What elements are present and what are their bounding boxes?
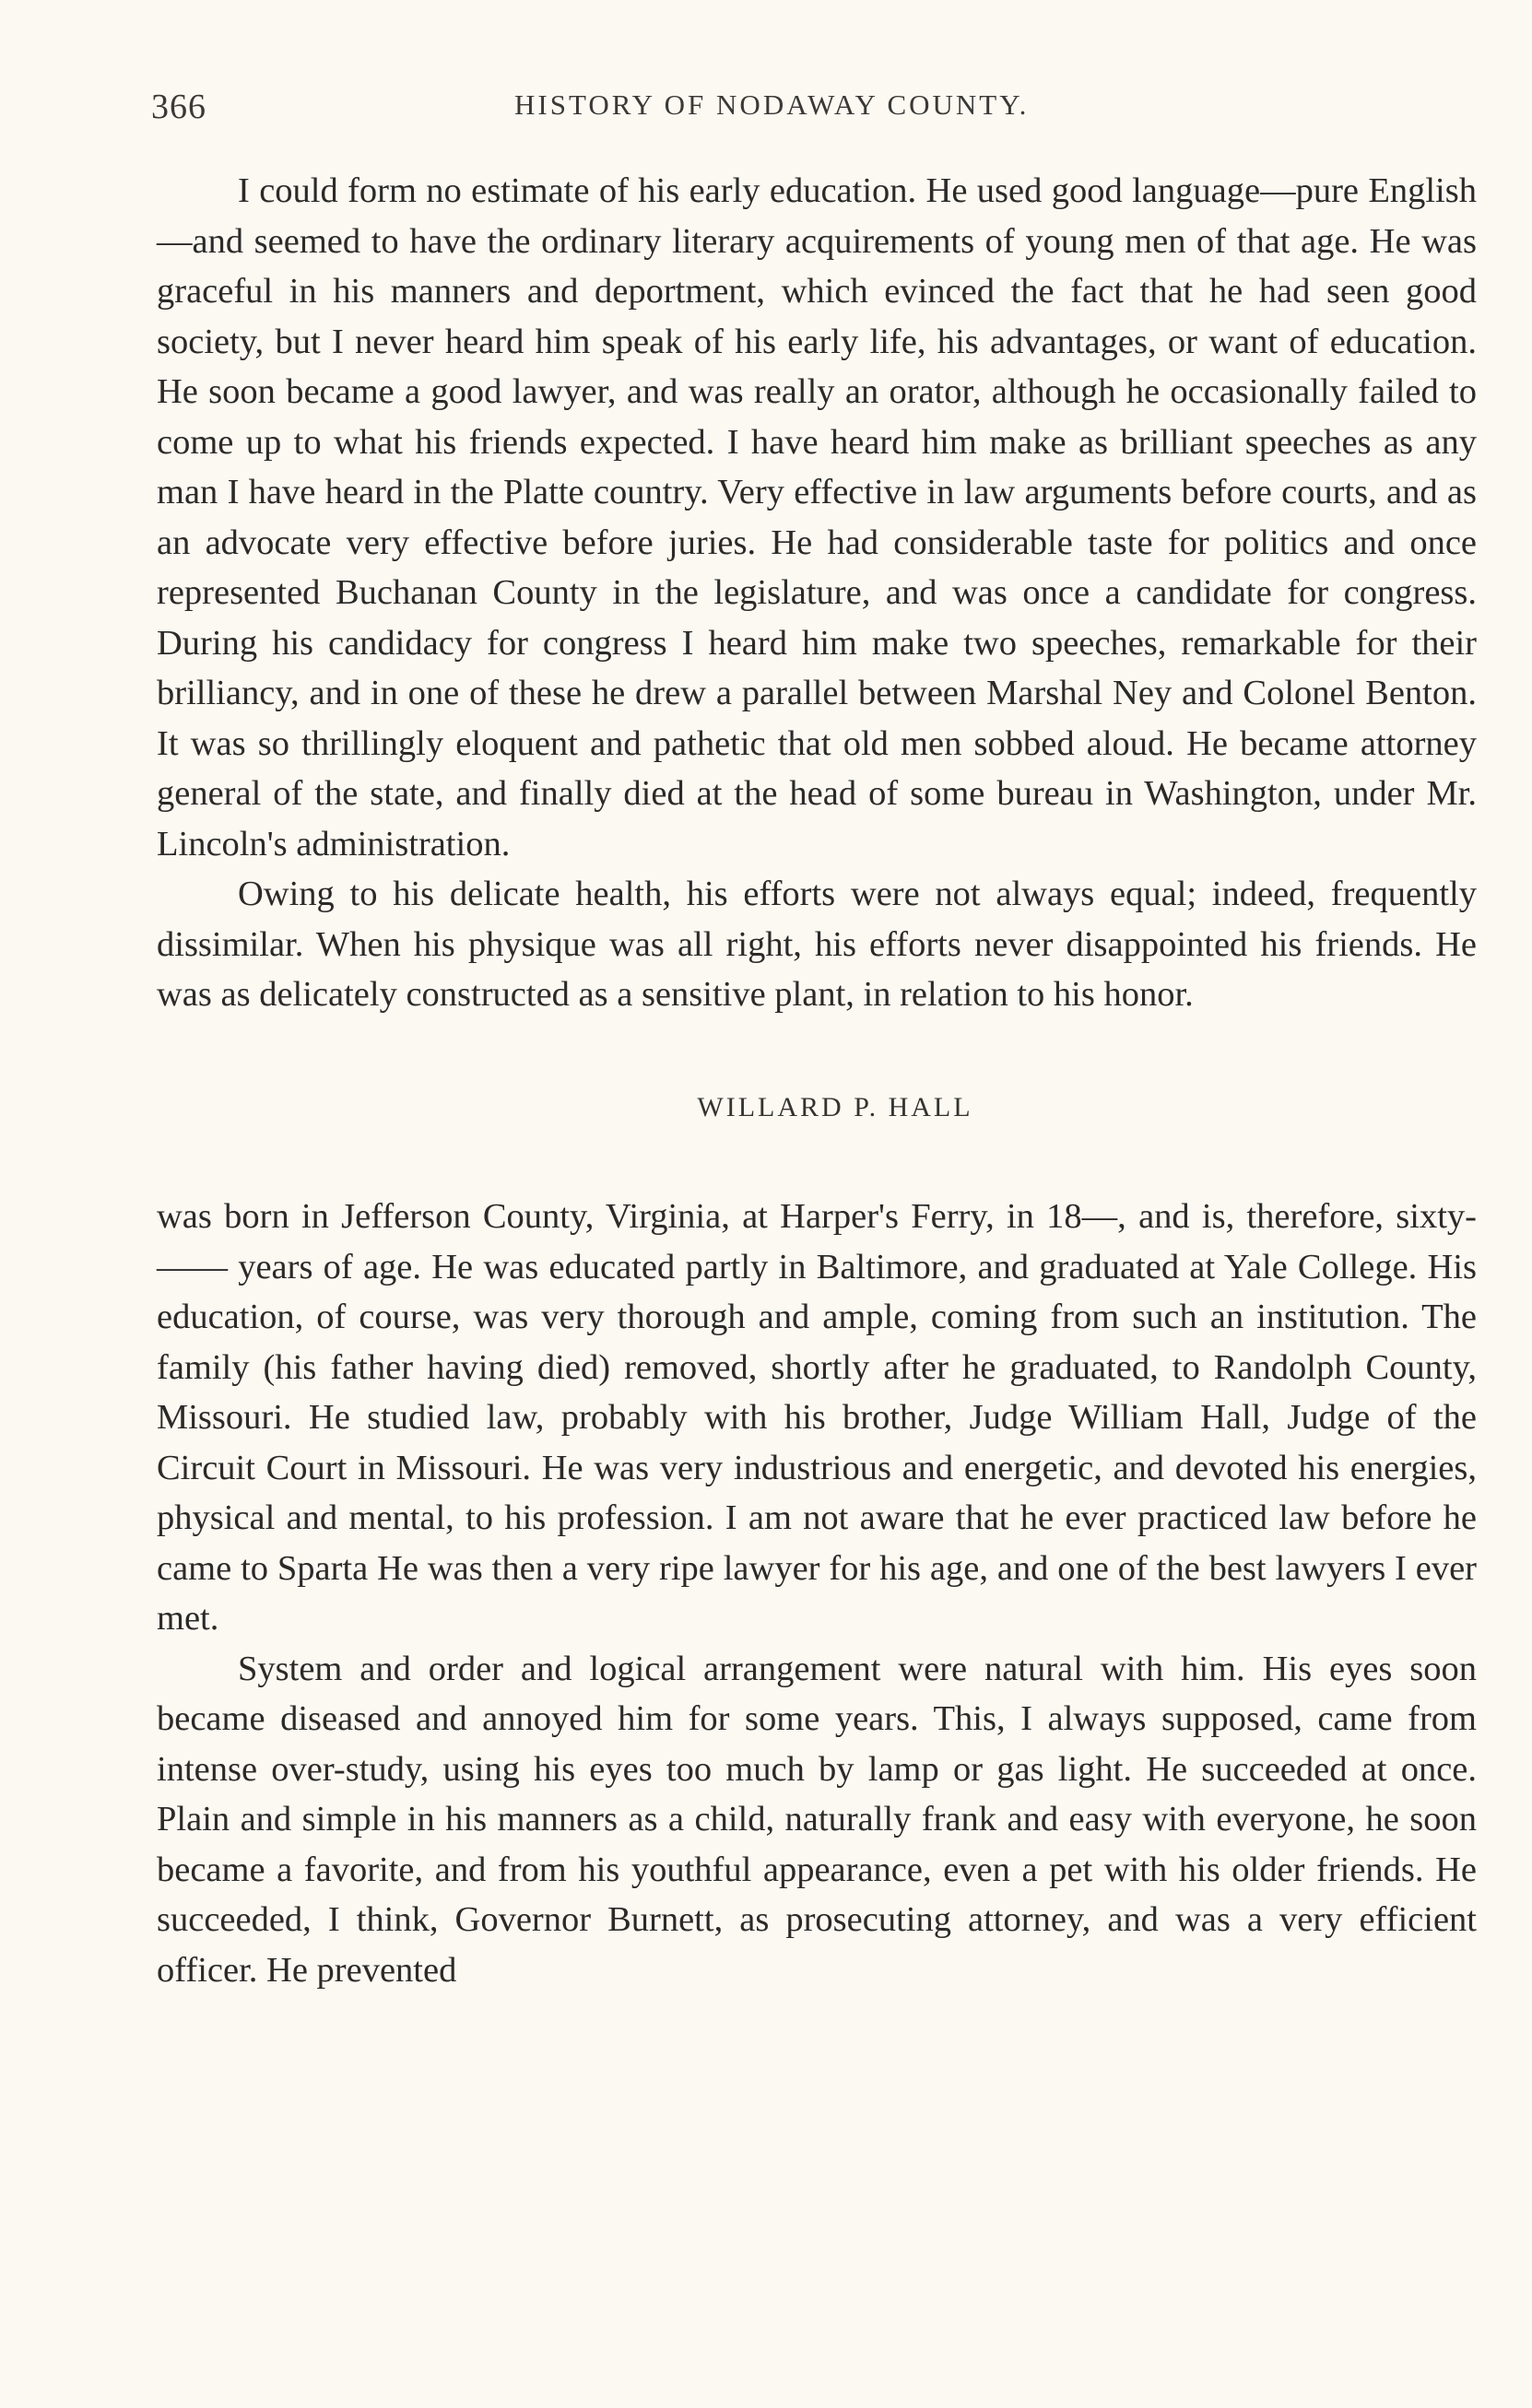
book-page bbox=[151, 83, 1477, 2368]
body-text bbox=[157, 166, 1477, 1995]
paragraph-4: System and order and logical arrangement were natural with him. His eyes soon became diseased and annoyed him for some years. This, I always supposed, came from intense over-study, using his eyes too much by lamp or gas light. He succeeded at once. Plain and simple in his manners as a child, naturally frank and easy with everyone, he soon became a favorite, and from his youthful appearance, even a pet with his older friends. He succeeded, I think, Governor Burnett, as prosecuting attorney, and was a very efficient officer. He prevented bbox=[157, 1649, 1477, 1990]
paragraph-3: was born in Jefferson County, Virginia, at Harper's Ferry, in 18—, and is, therefore, sixty-—— years of age. He was educated partly in Baltimore, and graduated at Yale College. His education, of course, was very thorough and ample, coming from such an institution. The family (his father having died) removed, shortly after he graduated, to Randolph County, Missouri. He studied law, probably with his brother, Judge William Hall, Judge of the Circuit Court in Missouri. He was very industrious and energetic, and devoted his energies, physical and mental, to his profession. I am not aware that he ever practiced law before he came to Sparta He was then a very ripe lawyer for his age, and one of the best lawyers I ever met. bbox=[157, 1197, 1477, 1638]
section-heading bbox=[157, 1083, 1477, 1134]
paragraph-2: Owing to his delicate health, his efforts were not always equal; indeed, frequently dissimilar. When his physique was all right, his efforts never disappointed his friends. He was as delicately constructed as a sensitive plant, in relation to his honor. bbox=[157, 875, 1477, 1014]
running-head bbox=[151, 83, 1477, 138]
paragraph-1: I could form no estimate of his early education. He used good language—pure English—and seemed to have the ordinary literary acquirements of young men of that age. He was graceful in his manners and deportment, which evinced the fact that he had seen good society, but I never heard him speak of his early life, his advantages, or want of education. He soon became a good lawyer, and was really an orator, although he occasionally failed to come up to what his friends expected. I have heard him make as brilliant speeches as any man I have heard in the Platte country. Very effective in law arguments before courts, and as an advocate very effective before juries. He had considerable taste for politics and once represented Buchanan County in the legislature, and was once a candidate for congress. During his candidacy for congress I heard him make two speeches, remarkable for their brilliancy, and in one of these he drew a parallel between Marshal Ney and Colonel Benton. It was so thrillingly eloquent and pathetic that old men sobbed aloud. He became attorney general of the state, and finally died at the head of some bureau in Washington, under Mr. Lincoln's administration. bbox=[157, 171, 1477, 863]
section-heading-text: WILLARD P. HALL bbox=[697, 1091, 973, 1122]
page-number: 366 bbox=[151, 88, 206, 126]
running-title: HISTORY OF NODAWAY COUNTY. bbox=[514, 88, 1030, 121]
